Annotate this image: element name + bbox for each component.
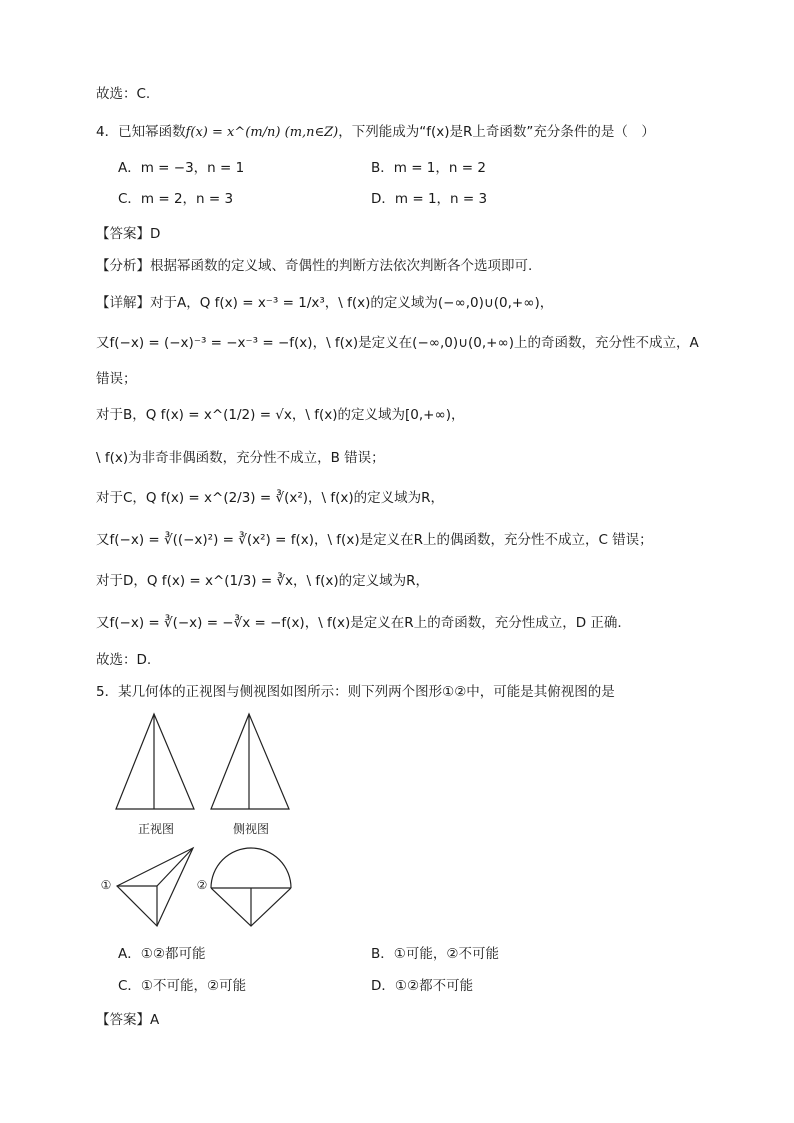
front-view-caption: 正视图 bbox=[137, 822, 174, 836]
q4-option-d: D．m = 1，n = 3 bbox=[371, 191, 488, 207]
q5-option-a: A．①②都可能 bbox=[118, 946, 206, 962]
q4-option-c: C．m = 2，n = 3 bbox=[118, 191, 234, 207]
front-view-figure bbox=[116, 714, 196, 809]
q4-analysis: 【分析】根据幂函数的定义域、奇偶性的判断方法依次判断各个选项即可. bbox=[96, 258, 533, 274]
q4-option-b: B．m = 1，n = 2 bbox=[371, 160, 486, 176]
q4-stem-suffix: ，下列能成为“f(x)是R上奇函数”充分条件的是（ ） bbox=[338, 124, 655, 140]
q5-option-d: D．①②都不可能 bbox=[371, 978, 474, 994]
figure-two-marker: ② bbox=[196, 878, 208, 892]
q4-detail-line: 对于B，Q f(x) = x^(1/2) = √x，\ f(x)的定义域为[0,+∞)， bbox=[96, 407, 465, 423]
q4-detail-line: 错误； bbox=[96, 371, 137, 387]
q5-answer: 【答案】A bbox=[96, 1012, 160, 1028]
q3-conclusion: 故选：C. bbox=[96, 86, 151, 102]
q5-option-b: B．①可能，②不可能 bbox=[371, 946, 499, 962]
figure-two-semicircle bbox=[211, 848, 291, 888]
q4-detail-line: 又f(−x) = ∛(−x) = −∛x = −f(x)，\ f(x)是定义在R上的奇函数，充分性成立，D 正确. bbox=[96, 615, 622, 631]
q4-option-a: A．m = −3，n = 1 bbox=[118, 160, 245, 176]
figure-one-marker: ① bbox=[100, 878, 112, 892]
q4-detail-line: 【详解】对于A，Q f(x) = x⁻³ = 1/x³，\ f(x)的定义域为(−∞,0)∪(0,+∞)， bbox=[96, 295, 554, 311]
side-view-figure bbox=[211, 714, 291, 809]
q4-detail-line: 故选：D. bbox=[96, 652, 152, 668]
q4-stem-formula: f(x) = x^(m/n) (m,n∈Z) bbox=[185, 125, 339, 140]
front-view-triangle bbox=[116, 714, 194, 809]
q4-answer: 【答案】D bbox=[96, 226, 161, 242]
q5-stem: 5．某几何体的正视图与侧视图如图所示：则下列两个图形①②中，可能是其俯视图的是 bbox=[96, 684, 615, 700]
q5-option-c: C．①不可能，②可能 bbox=[118, 978, 247, 994]
figure-two bbox=[209, 846, 293, 930]
side-view-triangle bbox=[211, 714, 289, 809]
q4-detail-line: 又f(−x) = (−x)⁻³ = −x⁻³ = −f(x)，\ f(x)是定义在(−∞,0)∪(0,+∞)上的奇函数，充分性不成立，A bbox=[96, 335, 699, 351]
q4-detail-line: \ f(x)为非奇非偶函数，充分性不成立，B 错误； bbox=[96, 450, 385, 466]
q4-stem-prefix: 4．已知幂函数 bbox=[96, 124, 186, 140]
q4-detail-line: 又f(−x) = ∛((−x)²) = ∛(x²) = f(x)，\ f(x)是定义在R上的偶函数，充分性不成立，C 错误； bbox=[96, 532, 653, 548]
figure-one bbox=[117, 848, 197, 928]
side-view-caption: 侧视图 bbox=[232, 822, 269, 836]
figure-one-inner-line bbox=[157, 848, 193, 886]
q4-detail-line: 对于D，Q f(x) = x^(1/3) = ∛x，\ f(x)的定义域为R， bbox=[96, 573, 430, 589]
q4-stem bbox=[96, 122, 655, 143]
q4-detail-line: 对于C，Q f(x) = x^(2/3) = ∛(x²)，\ f(x)的定义域为R， bbox=[96, 490, 445, 506]
